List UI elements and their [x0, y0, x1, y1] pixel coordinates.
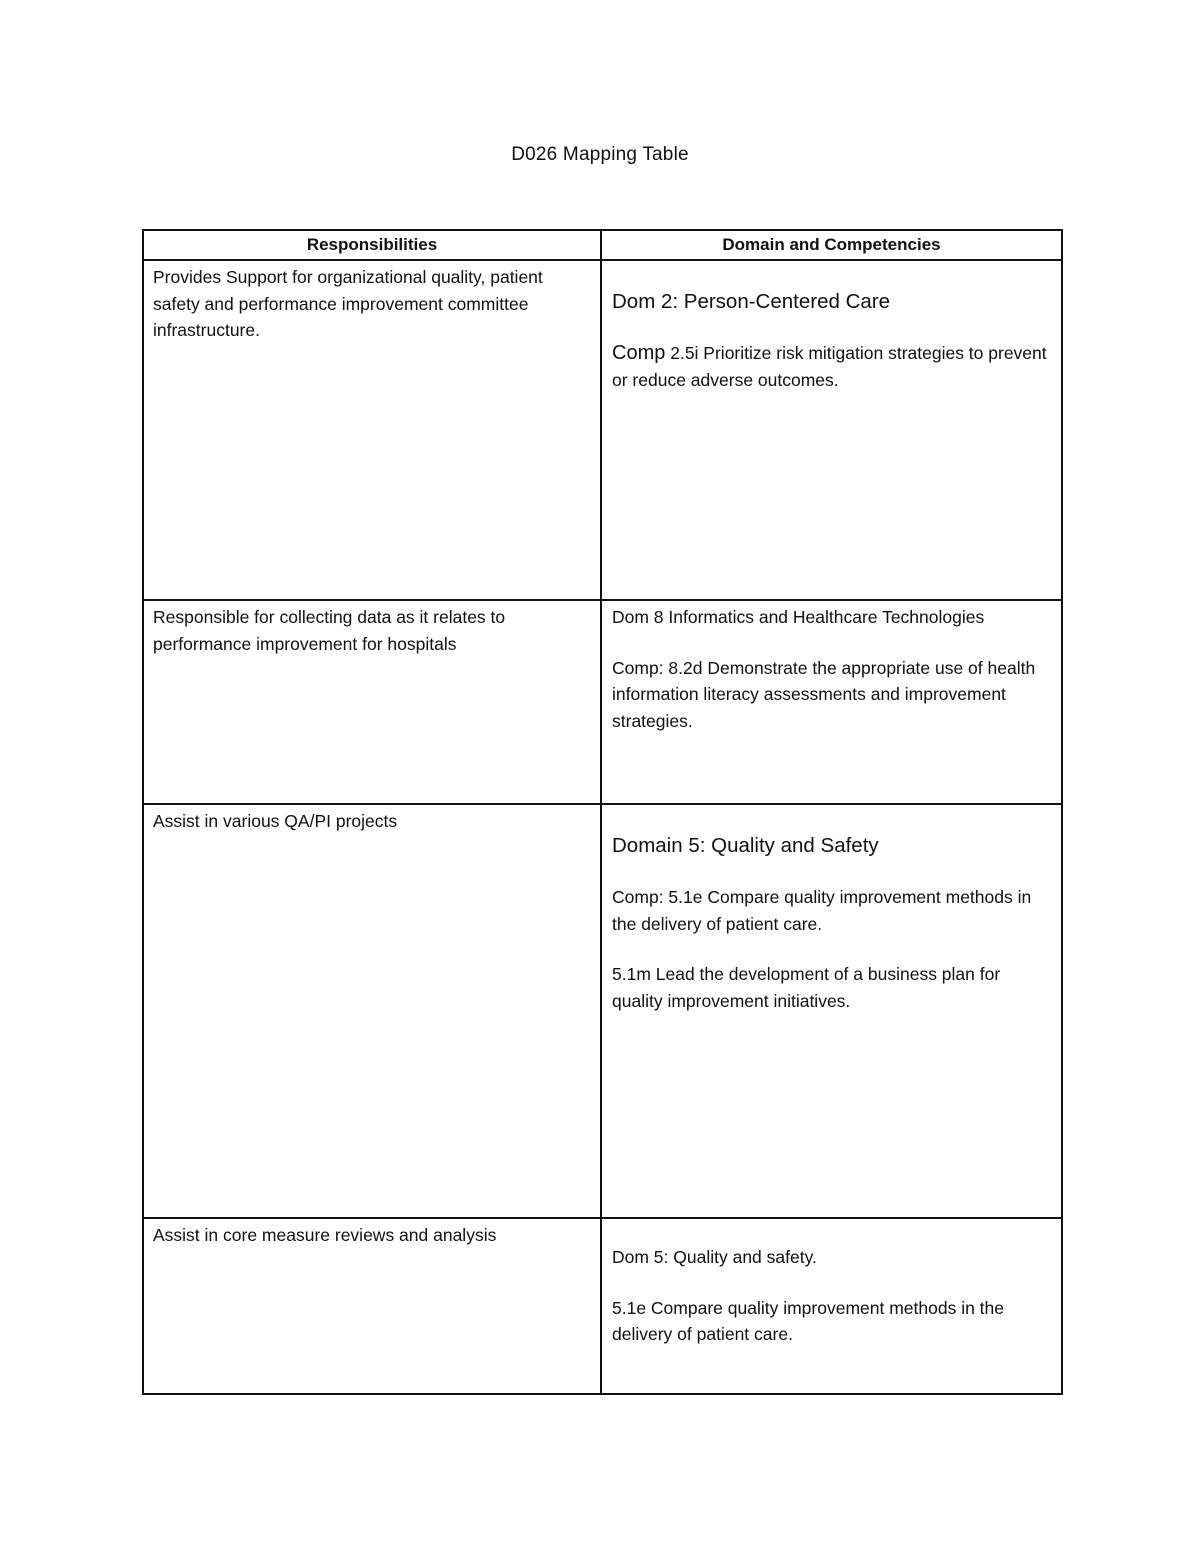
- domain-cell: [601, 600, 1062, 804]
- header-domain-competencies: Domain and Competencies: [601, 230, 1062, 260]
- domain-cell: [601, 804, 1062, 1218]
- responsibility-cell: [143, 260, 601, 600]
- competency-body: 2.5i Prioritize risk mitigation strategies to prevent or reduce adverse outcomes.: [612, 343, 1047, 390]
- mapping-table: [142, 229, 1063, 1395]
- table-row: [143, 260, 1062, 600]
- responsibility-text: Assist in core measure reviews and analysis: [153, 1225, 497, 1245]
- domain-heading: Dom 8 Informatics and Healthcare Technologies: [612, 607, 985, 627]
- responsibility-cell: [143, 804, 601, 1218]
- domain-heading: Dom 2: Person-Centered Care: [612, 290, 891, 313]
- responsibility-cell: [143, 600, 601, 804]
- domain-heading: Dom 5: Quality and safety.: [612, 1247, 817, 1267]
- domain-cell: [601, 1218, 1062, 1394]
- responsibility-cell: [143, 1218, 601, 1394]
- domain-cell: [601, 260, 1062, 600]
- competency-text: [612, 340, 1053, 393]
- competency-text: 5.1e Compare quality improvement methods in the delivery of patient care.: [612, 1297, 1005, 1344]
- table-row: [143, 804, 1062, 1218]
- header-responsibilities: Responsibilities: [143, 230, 601, 260]
- document-title: D026 Mapping Table: [511, 144, 689, 165]
- table-header-row: [143, 230, 1062, 260]
- competency-text-secondary: 5.1m Lead the development of a business plan for quality improvement initiatives.: [612, 964, 1001, 1011]
- competency-label: Comp: [612, 342, 666, 364]
- responsibility-text: Responsible for collecting data as it relates to performance improvement for hospitals: [153, 607, 506, 654]
- table-row: [143, 600, 1062, 804]
- responsibility-text: Assist in various QA/PI projects: [153, 811, 398, 831]
- competency-text: Comp: 5.1e Compare quality improvement methods in the delivery of patient care.: [612, 887, 1032, 934]
- domain-heading: Domain 5: Quality and Safety: [612, 834, 879, 857]
- competency-text: Comp: 8.2d Demonstrate the appropriate use of health information literacy assessments and improvement strategies.: [612, 657, 1036, 731]
- responsibility-text: Provides Support for organizational quality, patient safety and performance improvement committee infrastructure.: [153, 267, 543, 340]
- table-row: [143, 1218, 1062, 1394]
